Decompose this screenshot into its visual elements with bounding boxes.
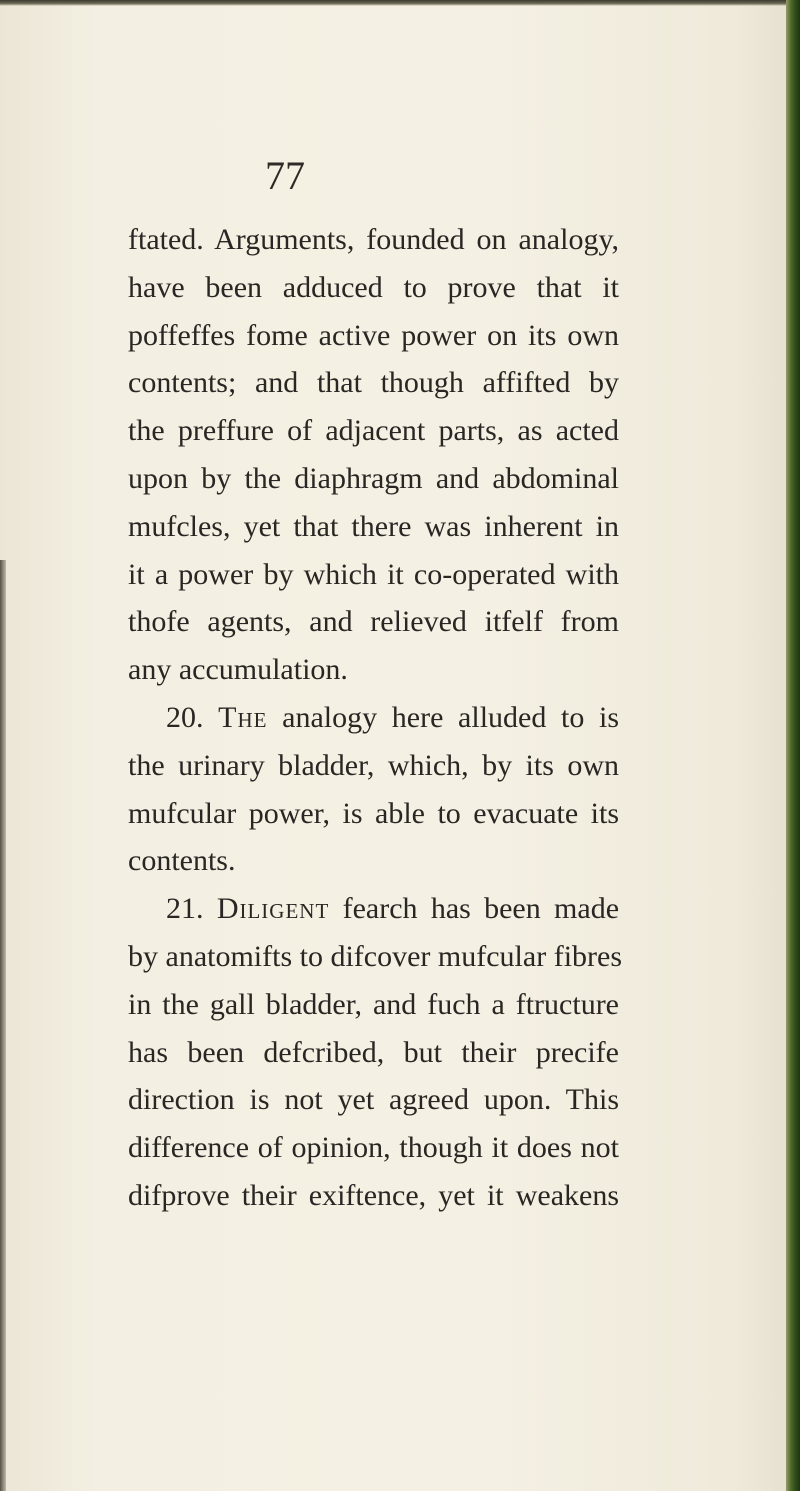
page-top-edge — [0, 0, 800, 6]
text-line: the urinary bladder, which, by its own — [128, 748, 619, 782]
page-left-shadow — [0, 560, 6, 1491]
text-line: difference of opinion, though it does not — [128, 1131, 619, 1165]
text-line: contents; and that though affifted by — [128, 366, 619, 400]
text-line: upon by the diaphragm and abdominal — [128, 461, 619, 495]
text-line: the preffure of adjacent parts, as acted — [128, 414, 619, 448]
text-line: direction is not yet agreed upon. This — [128, 1083, 619, 1117]
text-line: have been adduced to prove that it — [128, 270, 619, 304]
text-line: fearch has been made — [342, 892, 620, 926]
paragraph-lead: Diligent — [216, 892, 330, 926]
paragraph-lead: The — [218, 700, 268, 734]
text-line: mufcles, yet that there was inherent in — [128, 509, 619, 543]
text-line: any accumulation. — [128, 653, 348, 687]
page-body — [128, 216, 623, 1220]
page-number: 77 — [265, 153, 305, 198]
text-line: has been defcribed, but their precife — [128, 1035, 619, 1069]
text-line: ftated. Arguments, founded on analogy, — [128, 223, 619, 256]
paragraph-21-first-line — [128, 885, 619, 933]
text-line: contents. — [128, 844, 236, 878]
text-line: analogy here alluded to is — [282, 700, 619, 734]
paragraph-number: 21. — [166, 892, 204, 926]
text-line: it a power by which it co-operated with — [128, 557, 619, 591]
text-line: thofe agents, and relieved itfelf from — [128, 605, 619, 639]
text-line: poffeffes fome active power on its own — [128, 318, 619, 352]
text-line: mufcular power, is able to evacuate its — [128, 796, 619, 830]
paragraph-number: 20. — [166, 700, 204, 734]
text-line: by anatomifts to difcover mufcular fibres — [128, 939, 623, 973]
paragraph-20-first-line — [128, 694, 619, 742]
text-line: difprove their exiftence, yet it weakens — [128, 1178, 619, 1212]
text-line: in the gall bladder, and fuch a ftructure — [128, 987, 619, 1021]
binding-edge — [786, 0, 800, 1491]
